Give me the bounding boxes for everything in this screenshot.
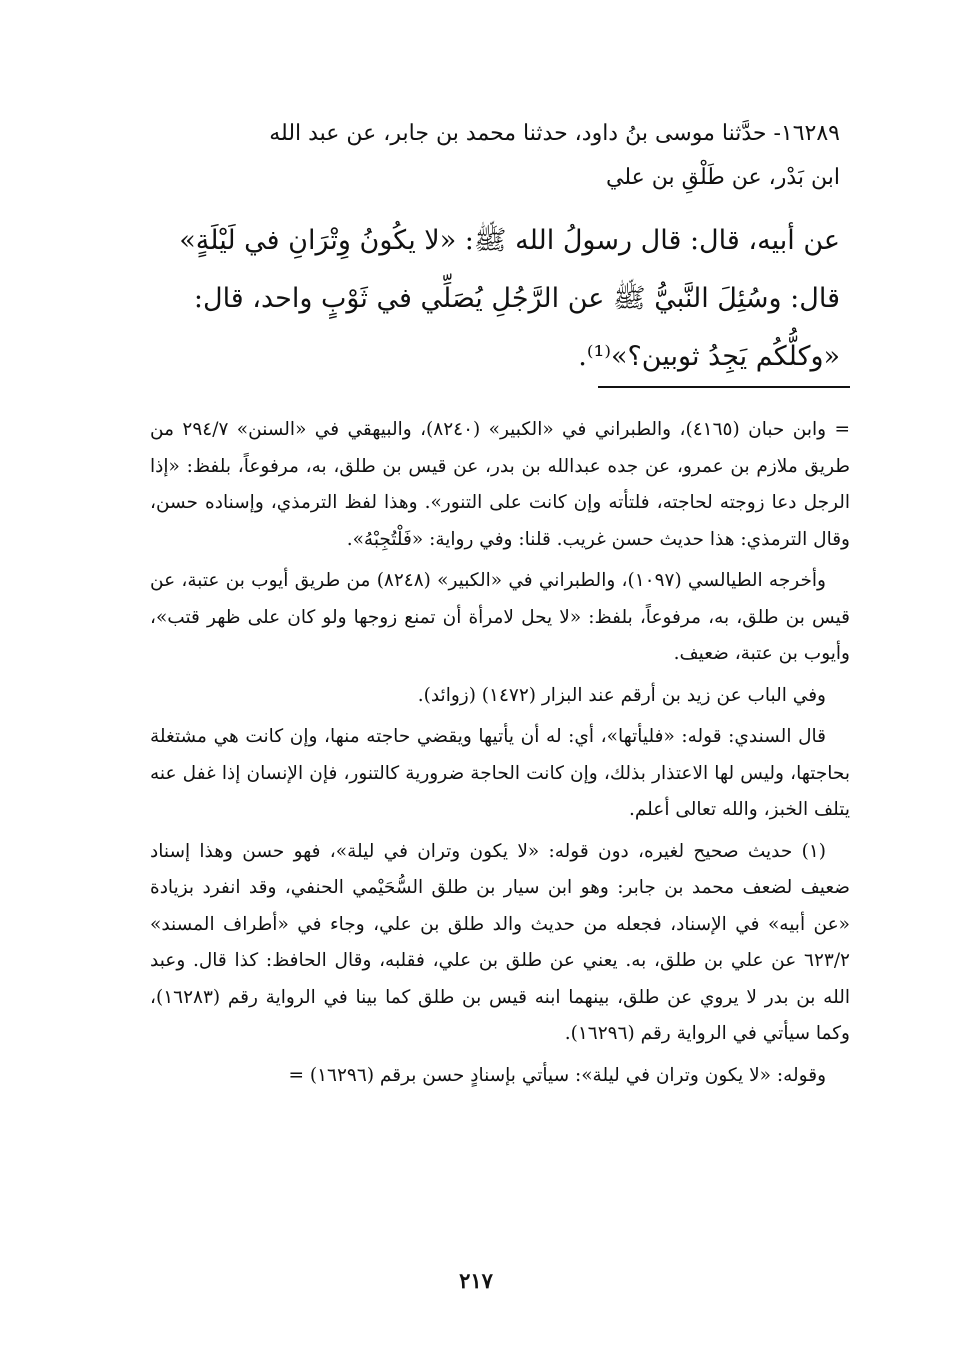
footnote-paragraph-3: وفي الباب عن زيد بن أرقم عند البزار (١٤٧٢) (زوائد). xyxy=(417,684,826,706)
footnote-paragraph-2: وأخرجه الطيالسي (١٠٩٧)، والطبراني في «الكبير» (٨٢٤٨) من طريق أيوب بن عتبة، عن قيس بن طلق، به، مرفوعاً، بلفظ: «لا يحل لامرأة أن تمنع زوجها ولو كان على ظهر قتب»، وأيوب بن عتبة، ضعيف. xyxy=(150,570,850,664)
isnad-line-2: ابن بَدْر، عن طَلْقِ بن علي xyxy=(606,165,840,190)
footnote-paragraph-1: = وابن حبان (٤١٦٥)، والطبراني في «الكبير» (٨٢٤٠)، والبيهقي في «السنن» ٢٩٤/٧ من طريق ملازم بن عمرو، عن جده عبدالله بن بدر، عن قيس بن طلق، به، مرفوعاً، بلفظ: «إذا الرجل دعا زوجته لحاجته، فلتأته وإن كانت على التنور». وهذا لفظ الترمذي، وإسناده حسن، وقال الترمذي: هذا حديث حسن غريب. قلنا: وفي رواية: «فَلْتُجِبْهُ». xyxy=(150,419,850,550)
matn-line-1: عن أبيه، قال: قال رسولُ الله ﷺ: «لا يكُونُ وِتْرَانِ في لَيْلَةٍ» xyxy=(179,225,840,256)
isnad-line-1: ١٦٢٨٩- حدَّثنا موسى بنُ داود، حدثنا محمد بن جابر، عن عبد الله xyxy=(269,121,840,146)
page-number: ٢١٧ xyxy=(459,1268,493,1293)
footnote-paragraph-4: قال السندي: قوله: «فليأتها»، أي: له أن يأتيها ويقضي حاجته منها، وإن كانت هي مشتغلة بحاجتها، وليس لها الاعتذار بذلك، وإن كانت الحاجة ضرورية كالتنور، فإن الإنسان إذا غفل عنه يتلف الخبز، والله تعالى أعلم. xyxy=(150,726,850,820)
hadith-isnad xyxy=(150,112,840,200)
hadith-matn xyxy=(150,212,840,386)
footnote-paragraph-6: وقوله: «لا يكون وتران في ليلة»: سيأتي بإسنادٍ حسن برقم (١٦٢٩٦) = xyxy=(288,1064,826,1086)
footnote-paragraph-5: (١) حديث صحيح لغيره، دون قوله: «لا يكون وتران في ليلة»، فهو حسن وهذا إسناد ضعيف لضعف محمد بن جابر: وهو ابن سيار بن طلق السُّحَيْمي الحنفي، وقد انفرد بزيادة «عن أبيه» في الإسناد، فجعله من حديث والد طلق بن علي، وجاء في «أطراف المسند» ٦٢٣/٢ عن علي بن طلق، به. يعني عن طلق بن علي، فقلبه، وقال الحافظ: كذا قال. وعبد الله بن بدر لا يروي عن طلق، بينهما ابنه قيس بن طلق كما بينا في الرواية رقم (١٦٢٨٣)، وكما سيأتي في الرواية رقم (١٦٢٩٦). xyxy=(150,840,850,1044)
matn-line-3: «وكلُّكُم يَجِدُ ثوبين؟»⁽¹⁾. xyxy=(578,341,840,372)
matn-line-2: قال: وسُئِلَ النَّبيُّ ﷺ عن الرَّجُلِ يُصَلِّي في ثَوْبٍ واحد، قال: xyxy=(193,283,840,314)
footnotes xyxy=(150,412,850,1099)
footnote-separator xyxy=(598,386,850,388)
